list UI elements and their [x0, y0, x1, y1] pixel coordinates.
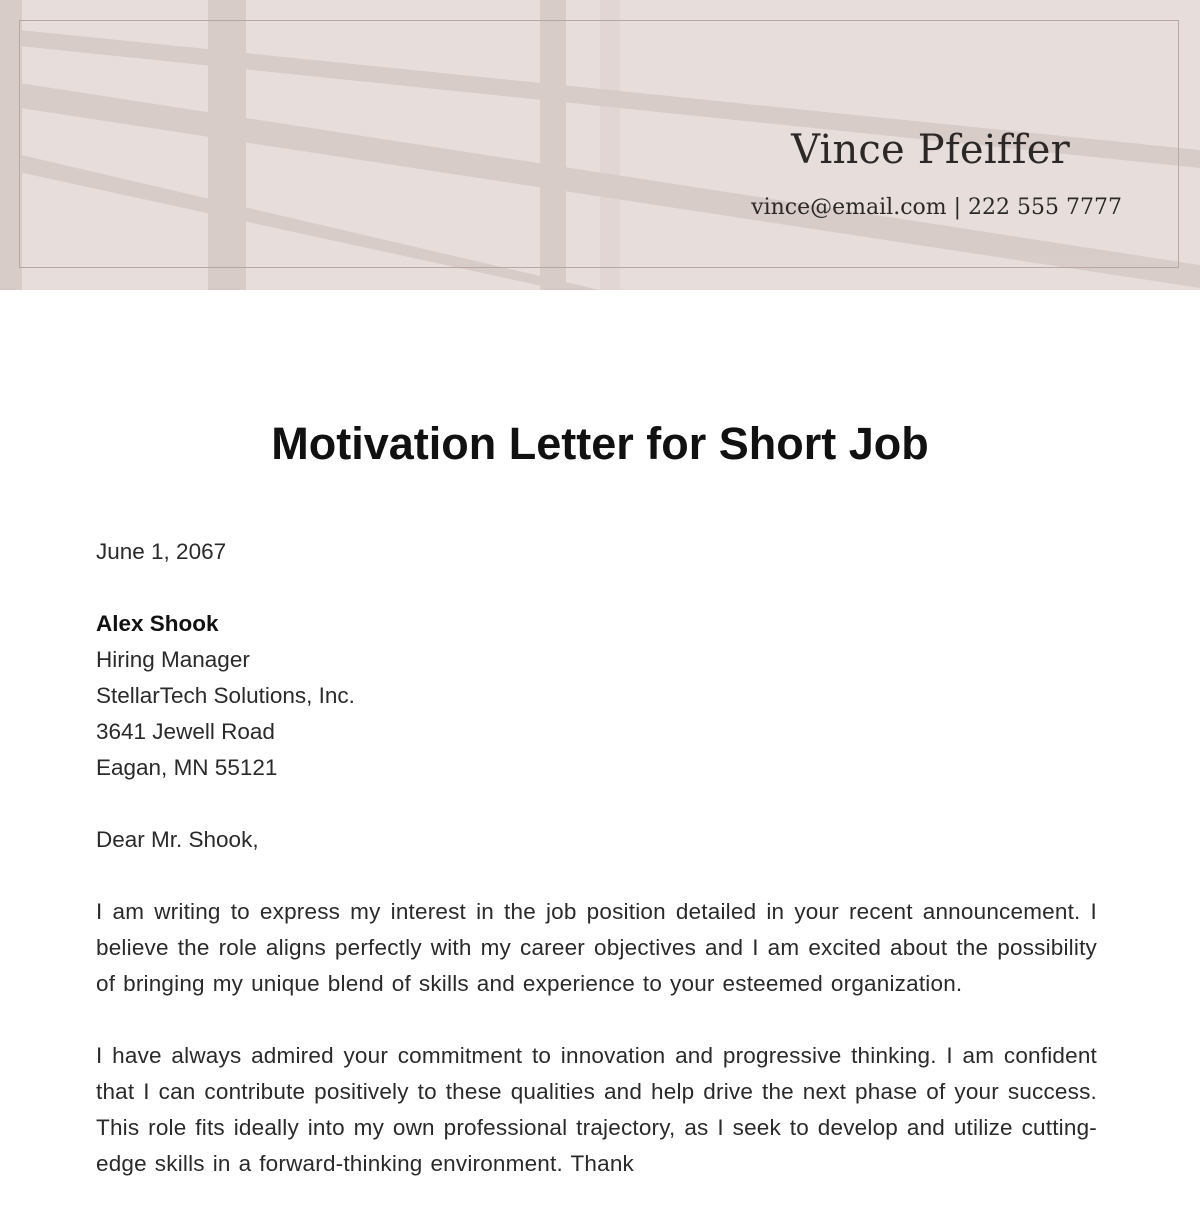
recipient-city: Eagan, MN 55121 [96, 755, 278, 780]
letter-date: June 1, 2067 [96, 539, 227, 564]
letter-body [96, 534, 1097, 1218]
sender-name: Vince Pfeiffer [791, 127, 1070, 173]
recipient-name: Alex Shook [96, 611, 219, 636]
body-paragraph-1: I am writing to express my interest in the job position detailed in your recent announcement. I believe the role aligns perfectly with my career objectives and I am excited about the possibility of bringing my unique blend of skills and experience to your esteemed organization. [96, 899, 1097, 996]
recipient-company: StellarTech Solutions, Inc. [96, 683, 355, 708]
body-paragraph-2: I have always admired your commitment to innovation and progressive thinking. I am confident that I can contribute positively to these qualities and help drive the next phase of your success. This role fits ideally into my own professional trajectory, as I seek to develop and utilize cutting-edge skills in a forward-thinking environment. Thank [96, 1043, 1097, 1176]
recipient-address: 3641 Jewell Road [96, 719, 275, 744]
salutation: Dear Mr. Shook, [96, 827, 259, 852]
sender-contact: vince@email.com | 222 555 7777 [751, 195, 1122, 220]
letter-title: Motivation Letter for Short Job [271, 418, 929, 469]
recipient-title: Hiring Manager [96, 647, 250, 672]
header-banner [0, 0, 1200, 290]
recipient-block [96, 606, 1097, 786]
